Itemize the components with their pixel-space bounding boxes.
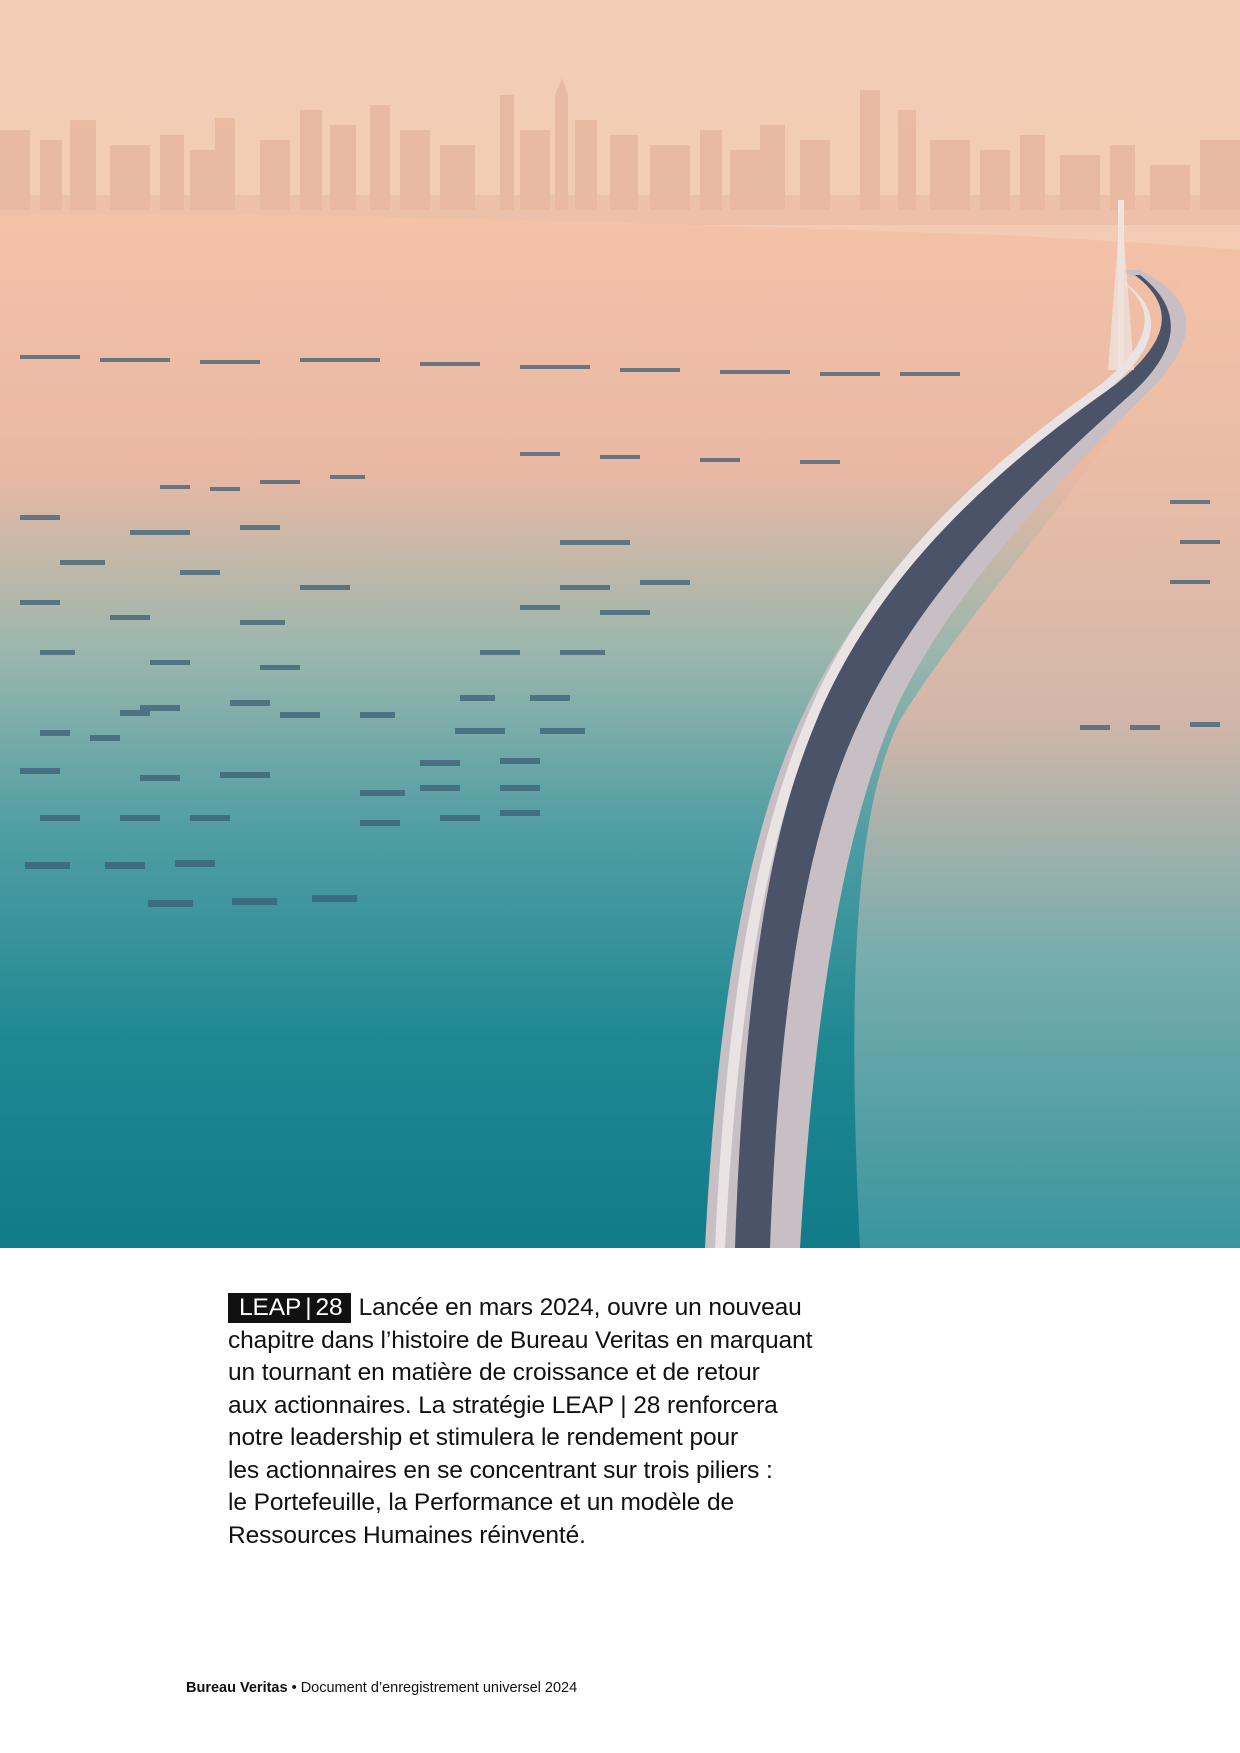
intro-line-4: aux actionnaires. La stratégie LEAP | 28 renforcera	[228, 1391, 778, 1419]
intro-line-7: le Portefeuille, la Performance et un modèle de	[228, 1489, 735, 1516]
footer-company: Bureau Veritas	[186, 1680, 288, 1696]
intro-paragraph	[228, 1292, 988, 1552]
page-footer	[186, 1680, 577, 1696]
badge-number: 28	[315, 1294, 343, 1321]
intro-line-text: Lancée en mars 2024, ouvre un nouveau	[358, 1294, 802, 1321]
footer-bullet: •	[291, 1680, 297, 1696]
intro-line-5: notre leadership et stimulera le rendement pour	[228, 1424, 739, 1451]
badge-leap-text: LEAP	[239, 1294, 302, 1321]
intro-line-2: chapitre dans l’histoire de Bureau Veritas en marquant	[228, 1326, 813, 1354]
leap-28-badge	[228, 1293, 351, 1323]
intro-line-3: un tournant en matière de croissance et de retour	[228, 1359, 760, 1386]
footer-document-title: Document d’enregistrement universel 2024	[300, 1680, 578, 1696]
intro-line-1	[228, 1292, 988, 1325]
intro-line-8: Ressources Humaines réinventé.	[228, 1521, 586, 1549]
badge-separator: |	[305, 1294, 312, 1321]
intro-line-6: les actionnaires en se concentrant sur trois piliers :	[228, 1456, 773, 1484]
